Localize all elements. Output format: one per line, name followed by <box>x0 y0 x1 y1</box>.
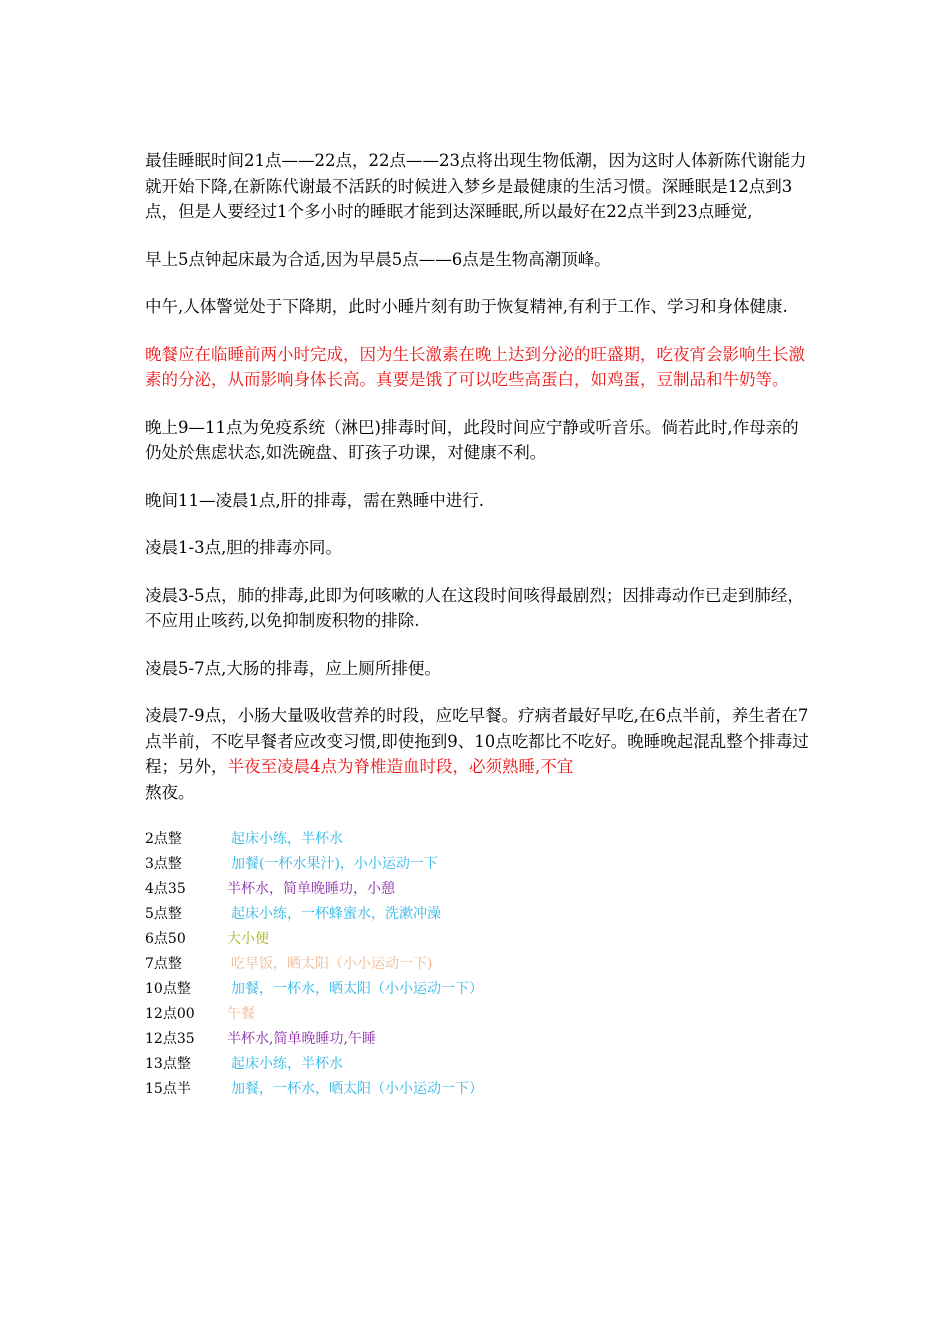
paragraph-tail: 熬夜。 <box>145 782 195 802</box>
schedule-time: 7点整 <box>145 956 182 972</box>
schedule-time: 12点00 <box>145 1006 195 1022</box>
schedule-row <box>145 1077 810 1102</box>
schedule-row <box>145 902 810 927</box>
paragraph-best-sleep-time: 最佳睡眠时间21点——22点，22点——23点将出现生物低潮，因为这时人体新陈代谢能力就开始下降,在新陈代谢最不活跃的时候进入梦乡是最健康的生活习惯。深睡眠是12点到3点，但是人要经过1个多小时的睡眠才能到达深睡眠,所以最好在22点半到23点睡觉, <box>145 151 807 221</box>
document-page <box>145 148 810 1102</box>
schedule-activity: 半杯水，简单晚睡功，小憩 <box>227 881 395 897</box>
schedule-time: 3点整 <box>145 856 182 872</box>
paragraph-colon-detox: 凌晨5-7点,大肠的排毒，应上厕所排便。 <box>145 658 441 678</box>
paragraph-small-intestine-breakfast <box>145 703 810 805</box>
schedule-time: 10点整 <box>145 981 191 997</box>
schedule-activity: 起床小练，半杯水 <box>231 831 343 847</box>
schedule-time: 6点50 <box>145 931 186 947</box>
schedule-activity: 大小便 <box>227 931 269 947</box>
schedule-row <box>145 852 810 877</box>
schedule-activity: 加餐，一杯水，晒太阳（小小运动一下） <box>231 981 483 997</box>
paragraph-immune-detox: 晚上9—11点为免疫系统（淋巴)排毒时间，此段时间应宁静或听音乐。倘若此时,作母亲的仍处於焦虑状态,如洗碗盘、盯孩子功课，对健康不利。 <box>145 417 799 462</box>
schedule-time: 15点半 <box>145 1081 191 1097</box>
schedule-time: 4点35 <box>145 881 186 897</box>
paragraph-highlight: 半夜至凌晨4点为脊椎造血时段，必须熟睡,不宜 <box>227 757 574 776</box>
daily-schedule <box>145 827 810 1102</box>
schedule-activity: 起床小练，半杯水 <box>231 1056 343 1072</box>
paragraph-liver-detox: 晚间11—凌晨1点,肝的排毒，需在熟睡中进行. <box>145 490 484 510</box>
paragraph-wake-up-time: 早上5点钟起床最为合适,因为早晨5点——6点是生物高潮顶峰。 <box>145 249 611 269</box>
paragraph-noon-nap: 中午,人体警觉处于下降期，此时小睡片刻有助于恢复精神,有利于工作、学习和身体健康. <box>145 297 788 316</box>
paragraph-gallbladder-detox: 凌晨1-3点,胆的排毒亦同。 <box>145 538 342 557</box>
schedule-time: 5点整 <box>145 906 182 922</box>
schedule-time: 13点整 <box>145 1056 191 1072</box>
schedule-time: 12点35 <box>145 1031 195 1047</box>
schedule-activity: 加餐，一杯水，晒太阳（小小运动一下） <box>231 1081 483 1097</box>
paragraph-dinner-timing: 晚餐应在临睡前两小时完成，因为生长激素在晚上达到分泌的旺盛期，吃夜宵会影响生长激素的分泌，从而影响身体长高。真要是饿了可以吃些高蛋白，如鸡蛋，豆制品和牛奶等。 <box>145 344 805 389</box>
schedule-activity: 半杯水,简单晚睡功,午睡 <box>227 1031 376 1047</box>
schedule-row <box>145 977 810 1002</box>
schedule-row <box>145 952 810 977</box>
schedule-row <box>145 927 810 952</box>
schedule-row <box>145 1052 810 1077</box>
paragraph-lung-detox: 凌晨3-5点，肺的排毒,此即为何咳嗽的人在这段时间咳得最剧烈；因排毒动作已走到肺经，不应用止咳药,以免抑制废积物的排除. <box>145 585 804 630</box>
paragraph-text: 凌晨7-9点，小肠大量吸收营养的时段，应吃早餐。疗病者最好早吃,在6点半前，养生者在7点半前，不吃早餐者应改变习惯,即使拖到9、10点吃都比不吃好。晚睡晚起混乱整个排毒过程；另外， <box>145 706 809 776</box>
schedule-row <box>145 1002 810 1027</box>
schedule-time: 2点整 <box>145 831 182 847</box>
schedule-row <box>145 877 810 902</box>
schedule-row <box>145 827 810 852</box>
schedule-activity: 加餐(一杯水果汁)，小小运动一下 <box>231 856 438 872</box>
schedule-activity: 起床小练，一杯蜂蜜水，洗漱冲澡 <box>231 906 441 922</box>
schedule-row <box>145 1027 810 1052</box>
schedule-activity: 吃早饭，晒太阳（小小运动一下) <box>231 956 433 972</box>
schedule-activity: 午餐 <box>227 1006 255 1022</box>
